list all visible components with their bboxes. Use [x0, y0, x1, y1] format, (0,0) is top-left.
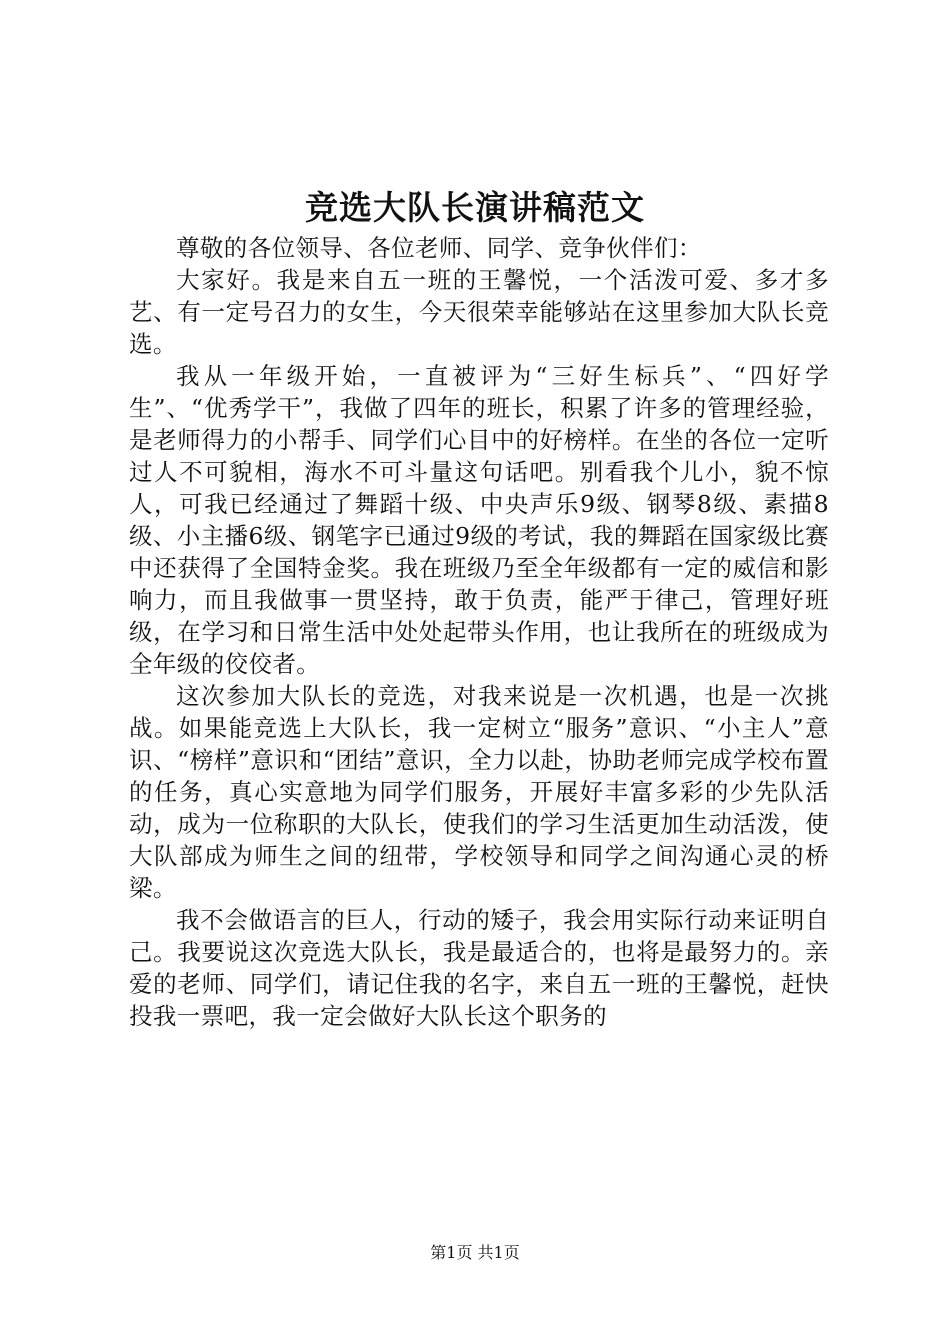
introduction-paragraph: 大家好。我是来自五一班的王馨悦，一个活泼可爱、多才多艺、有一定号召力的女生，今天很荣幸能够站在这里参加大队长竞选。	[129, 266, 829, 358]
document-title: 竞选大队长演讲稿范文	[305, 188, 645, 227]
achievements-paragraph: 我从一年级开始，一直被评为“三好生标兵”、“四好学生”、“优秀学干”，我做了四年的班长，积累了许多的管理经验，是老师得力的小帮手、同学们心目中的好榜样。在坐的各位一定听过人不可貌相，海水不可斗量这句话吧。别看我个儿小，貌不惊人，可我已经通过了舞蹈十级、中央声乐9级、钢琴8级、素描8级、小主播6级、钢笔字已通过9级的考试，我的舞蹈在国家级比赛中还获得了全国特金奖。我在班级乃至全年级都有一定的威信和影响力，而且我做事一贯坚持，敢于负责，能严于律己，管理好班级，在学习和日常生活中处处起带头作用，也让我所在的班级成为全年级的佼佼者。	[129, 362, 829, 678]
salutation-paragraph: 尊敬的各位领导、各位老师、同学、竞争伙伴们：	[176, 234, 702, 262]
page-footer: 第1页 共1页	[430, 1243, 520, 1262]
document-body	[129, 232, 829, 1032]
commitment-paragraph: 这次参加大队长的竞选，对我来说是一次机遇，也是一次挑战。如果能竞选上大队长，我一定树立“服务”意识、“小主人”意识、“榜样”意识和“团结”意识，全力以赴，协助老师完成学校布置的任务，真心实意地为同学们服务，开展好丰富多彩的少先队活动，成为一位称职的大队长，使我们的学习生活更加生动活泼，使大队部成为师生之间的纽带，学校领导和同学之间沟通心灵的桥梁。	[129, 682, 829, 902]
closing-paragraph: 我不会做语言的巨人，行动的矮子，我会用实际行动来证明自己。我要说这次竞选大队长，我是最适合的，也将是最努力的。亲爱的老师、同学们，请记住我的名字，来自五一班的王馨悦，赶快投我一票吧，我一定会做好大队长这个职务的	[129, 906, 829, 1030]
